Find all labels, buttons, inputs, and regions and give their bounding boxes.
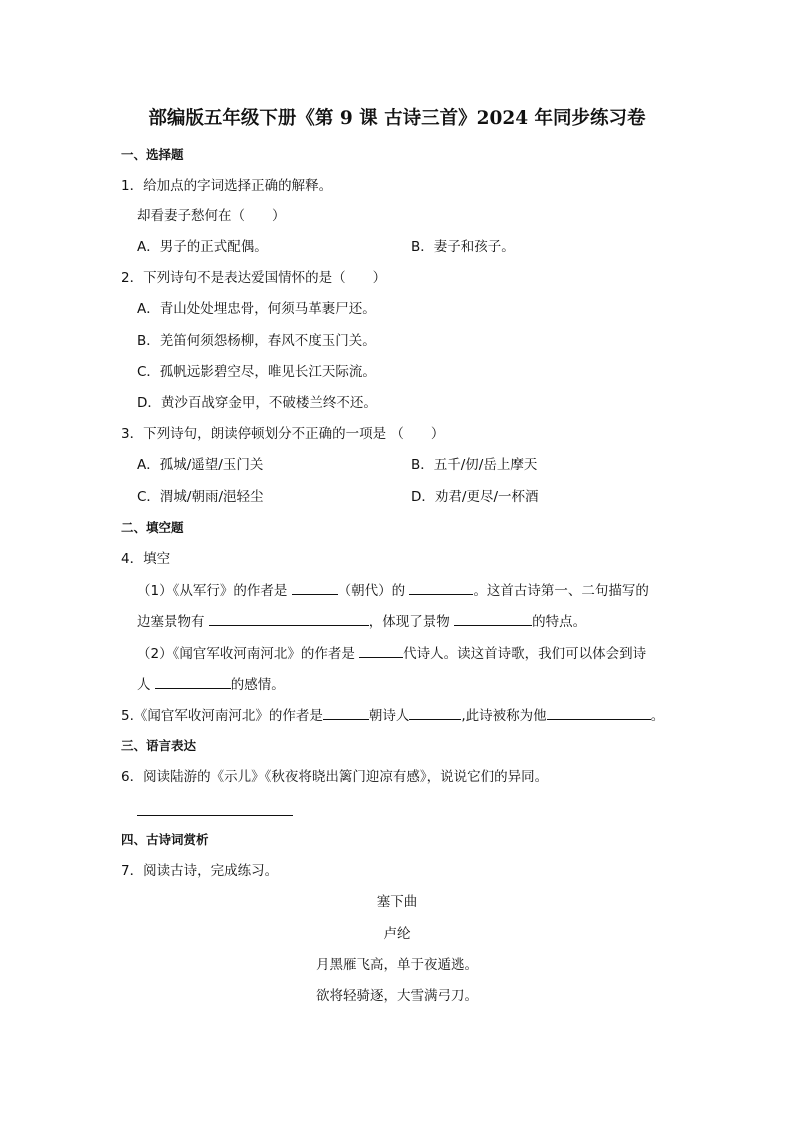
q6-answer-line[interactable] (137, 815, 293, 816)
q3-option-d: D．劝君/更尽/一杯酒 (411, 489, 539, 505)
q4-blank-emotion[interactable] (155, 675, 231, 689)
q4-line-4-text-b: 的感情。 (230, 677, 285, 693)
q1-sub: 却看妻子愁何在（ ） (137, 208, 286, 224)
q4-line-3 (137, 644, 646, 663)
q4-line-1 (137, 581, 649, 600)
q4-line-4 (137, 675, 285, 694)
q2-option-c: C．孤帆远影碧空尽，唯见长江天际流。 (137, 364, 376, 380)
q7-stem: 7．阅读古诗，完成练习。 (121, 863, 279, 879)
q4-line-3-text-b: 代诗人。读这首诗歌，我们可以体会到诗 (403, 646, 647, 662)
q5-text-a: 5.《闻官军收河南河北》的作者是 (121, 708, 323, 724)
q4-line-1-text-a: （1）《从军行》的作者是 (137, 583, 292, 599)
q4-blank-scenery[interactable] (209, 612, 369, 626)
q3-option-b: B．五千/仞/岳上摩天 (411, 457, 538, 473)
q1-option-b: B．妻子和孩子。 (411, 239, 515, 255)
section-heading-choice: 一、选择题 (121, 147, 184, 162)
q4-line-1-text-c: 。这首古诗第一、二句描写的 (473, 583, 649, 599)
q4-blank-dynasty[interactable] (359, 644, 403, 658)
q4-line-2-text-a: 边塞景物有 (137, 614, 209, 630)
poem-title: 塞下曲 (376, 894, 418, 910)
q5-text-d: 。 (650, 708, 665, 724)
q5-text-b: 朝诗人 (368, 708, 410, 724)
q1-stem: 1．给加点的字词选择正确的解释。 (121, 178, 333, 194)
q5-blank-dynasty[interactable] (323, 706, 369, 720)
q5-blank-title[interactable] (547, 706, 651, 720)
q4-blank-author[interactable] (292, 581, 338, 595)
q2-option-d: D．黄沙百战穿金甲，不破楼兰终不还。 (137, 395, 377, 411)
q4-line-2-text-b: ，体现了景物 (368, 614, 455, 630)
q3-stem: 3．下列诗句，朗读停顿划分不正确的一项是 （ ） (121, 426, 445, 442)
q5-blank-poet[interactable] (409, 706, 461, 720)
section-heading-appreciation: 四、古诗词赏析 (121, 832, 209, 847)
q2-option-a: A．青山处处埋忠骨，何须马革裹尸还。 (137, 301, 376, 317)
q4-blank-feature[interactable] (454, 612, 532, 626)
q3-option-c: C．渭城/朝雨/浥轻尘 (137, 489, 264, 505)
poem-line-2: 欲将轻骑逐，大雪满弓刀。 (316, 988, 478, 1004)
q6-stem: 6．阅读陆游的《示儿》《秋夜将晓出篱门迎凉有感》，说说它们的异同。 (121, 769, 549, 785)
q4-line-2 (137, 612, 586, 631)
q2-stem: 2．下列诗句不是表达爱国情怀的是（ ） (121, 270, 387, 286)
section-heading-expression: 三、语言表达 (121, 738, 197, 753)
page-title: 部编版五年级下册《第 9 课 古诗三首》2024 年同步练习卷 (148, 108, 646, 129)
q3-option-a: A．孤城/遥望/玉门关 (137, 457, 264, 473)
q4-blank-poet[interactable] (409, 581, 473, 595)
q4-line-2-text-c: 的特点。 (532, 614, 587, 630)
q4-line-1-text-b: （朝代）的 (337, 583, 410, 599)
q4-line-3-text-a: （2）《闻官军收河南河北》的作者是 (137, 646, 360, 662)
section-heading-fill: 二、填空题 (121, 520, 184, 535)
poem-line-1: 月黑雁飞高，单于夜遁逃。 (316, 957, 478, 973)
q5-text-c: ,此诗被称为他 (461, 708, 547, 724)
q2-option-b: B．羌笛何须怨杨柳，春风不度玉门关。 (137, 333, 376, 349)
q4-stem: 4．填空 (121, 551, 171, 567)
q1-option-a: A．男子的正式配偶。 (137, 239, 268, 255)
poem-author: 卢纶 (383, 926, 411, 942)
q4-line-4-text-a: 人 (137, 677, 155, 693)
q5-line (121, 706, 664, 725)
